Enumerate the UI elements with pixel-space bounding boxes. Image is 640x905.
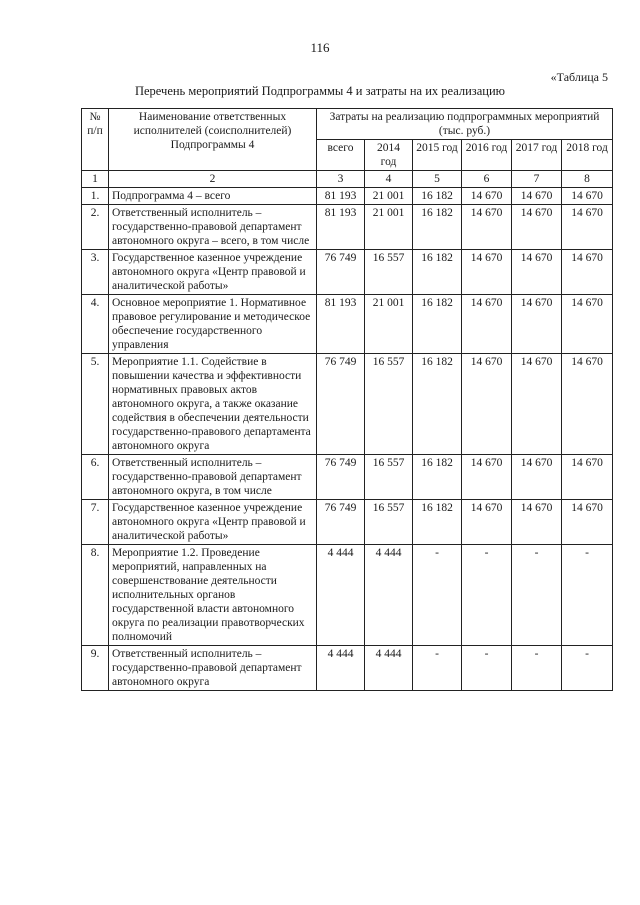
row-total-value: 76 749: [317, 250, 365, 295]
row-year-value: 14 670: [562, 250, 613, 295]
table-row: [82, 354, 613, 455]
row-year-value: 21 001: [365, 295, 413, 354]
row-name: Основное мероприятие 1. Нормативное правовое регулирование и методическое обеспечение государственного управления: [109, 295, 317, 354]
row-year-value: -: [462, 545, 512, 646]
row-number: 4.: [82, 295, 109, 354]
costs-table: [81, 108, 613, 691]
row-year-value: 14 670: [462, 188, 512, 205]
row-year-value: 14 670: [562, 455, 613, 500]
row-year-value: 14 670: [562, 354, 613, 455]
table-body: [82, 188, 613, 691]
row-year-value: 21 001: [365, 205, 413, 250]
table-row: [82, 646, 613, 691]
row-number: 7.: [82, 500, 109, 545]
row-total-value: 76 749: [317, 500, 365, 545]
row-year-value: 16 557: [365, 455, 413, 500]
header-name: Наименование ответственных исполнителей (соисполнителей) Подпрограммы 4: [109, 109, 317, 171]
row-year-value: 16 557: [365, 250, 413, 295]
row-year-value: 14 670: [512, 354, 562, 455]
row-year-value: 14 670: [512, 500, 562, 545]
row-year-value: -: [562, 646, 613, 691]
column-numbers-row: [82, 171, 613, 188]
table-row: [82, 500, 613, 545]
row-name: Подпрограмма 4 – всего: [109, 188, 317, 205]
page-number: 116: [310, 40, 330, 55]
row-year-value: 21 001: [365, 188, 413, 205]
row-total-value: 81 193: [317, 188, 365, 205]
row-year-value: 16 182: [413, 205, 462, 250]
row-name: Государственное казенное учреждение автономного округа «Центр правовой и аналитической работы»: [109, 250, 317, 295]
row-year-value: 4 444: [365, 545, 413, 646]
row-year-value: 14 670: [562, 188, 613, 205]
row-year-value: 14 670: [512, 455, 562, 500]
table-label: «Таблица 5: [550, 70, 608, 84]
row-number: 5.: [82, 354, 109, 455]
row-year-value: 14 670: [462, 295, 512, 354]
header-year: 2018 год: [562, 140, 613, 171]
row-year-value: 14 670: [512, 205, 562, 250]
header-number: № п/п: [82, 109, 109, 171]
row-year-value: 14 670: [512, 250, 562, 295]
table-row: [82, 205, 613, 250]
row-year-value: -: [413, 646, 462, 691]
row-name: Ответственный исполнитель – государственно-правовой департамент автономного округа: [109, 646, 317, 691]
row-number: 9.: [82, 646, 109, 691]
row-year-value: 14 670: [462, 205, 512, 250]
header-costs: Затраты на реализацию подпрограммных мероприятий (тыс. руб.): [317, 109, 613, 140]
row-name: Ответственный исполнитель – государственно-правовой департамент автономного округа – всего, в том числе: [109, 205, 317, 250]
row-name: Мероприятие 1.2. Проведение мероприятий, направленных на совершенствование деятельности исполнительных органов государственной власти автономного округа по реализации правотворческих полномочий: [109, 545, 317, 646]
row-year-value: 14 670: [562, 500, 613, 545]
document-title: Перечень мероприятий Подпрограммы 4 и затраты на их реализацию: [134, 84, 506, 98]
row-year-value: -: [512, 545, 562, 646]
column-number: 3: [317, 171, 365, 188]
row-year-value: 14 670: [562, 295, 613, 354]
row-year-value: 16 182: [413, 354, 462, 455]
column-number: 2: [109, 171, 317, 188]
row-year-value: 16 182: [413, 295, 462, 354]
row-year-value: -: [462, 646, 512, 691]
header-year: 2016 год: [462, 140, 512, 171]
column-number: 7: [512, 171, 562, 188]
row-total-value: 4 444: [317, 646, 365, 691]
row-number: 3.: [82, 250, 109, 295]
row-year-value: -: [512, 646, 562, 691]
header-year: 2014 год: [365, 140, 413, 171]
row-total-value: 81 193: [317, 205, 365, 250]
table-row: [82, 188, 613, 205]
row-year-value: 14 670: [462, 354, 512, 455]
table-row: [82, 545, 613, 646]
row-year-value: 16 557: [365, 354, 413, 455]
row-year-value: 16 182: [413, 500, 462, 545]
row-year-value: 14 670: [462, 500, 512, 545]
row-year-value: 16 182: [413, 188, 462, 205]
row-year-value: -: [562, 545, 613, 646]
row-name: Мероприятие 1.1. Содействие в повышении качества и эффективности нормативных правовых актов автономного округа, а также оказание содействия в обеспечении деятельности государственно-правового департамента автономного округа: [109, 354, 317, 455]
column-number: 1: [82, 171, 109, 188]
row-total-value: 76 749: [317, 354, 365, 455]
row-total-value: 76 749: [317, 455, 365, 500]
row-year-value: 14 670: [462, 250, 512, 295]
column-number: 4: [365, 171, 413, 188]
row-number: 1.: [82, 188, 109, 205]
row-total-value: 81 193: [317, 295, 365, 354]
row-number: 2.: [82, 205, 109, 250]
row-year-value: 16 182: [413, 250, 462, 295]
column-number: 8: [562, 171, 613, 188]
row-year-value: 14 670: [512, 188, 562, 205]
table-row: [82, 455, 613, 500]
header-total: всего: [317, 140, 365, 171]
table-row: [82, 250, 613, 295]
table-row: [82, 295, 613, 354]
header-year: 2015 год: [413, 140, 462, 171]
row-year-value: 14 670: [512, 295, 562, 354]
row-year-value: -: [413, 545, 462, 646]
row-name: Государственное казенное учреждение автономного округа «Центр правовой и аналитической работы»: [109, 500, 317, 545]
row-year-value: 14 670: [562, 205, 613, 250]
row-number: 6.: [82, 455, 109, 500]
header-year: 2017 год: [512, 140, 562, 171]
row-year-value: 14 670: [462, 455, 512, 500]
row-number: 8.: [82, 545, 109, 646]
row-name: Ответственный исполнитель – государственно-правовой департамент автономного округа, в том числе: [109, 455, 317, 500]
column-number: 6: [462, 171, 512, 188]
row-year-value: 4 444: [365, 646, 413, 691]
row-year-value: 16 557: [365, 500, 413, 545]
column-number: 5: [413, 171, 462, 188]
row-year-value: 16 182: [413, 455, 462, 500]
row-total-value: 4 444: [317, 545, 365, 646]
